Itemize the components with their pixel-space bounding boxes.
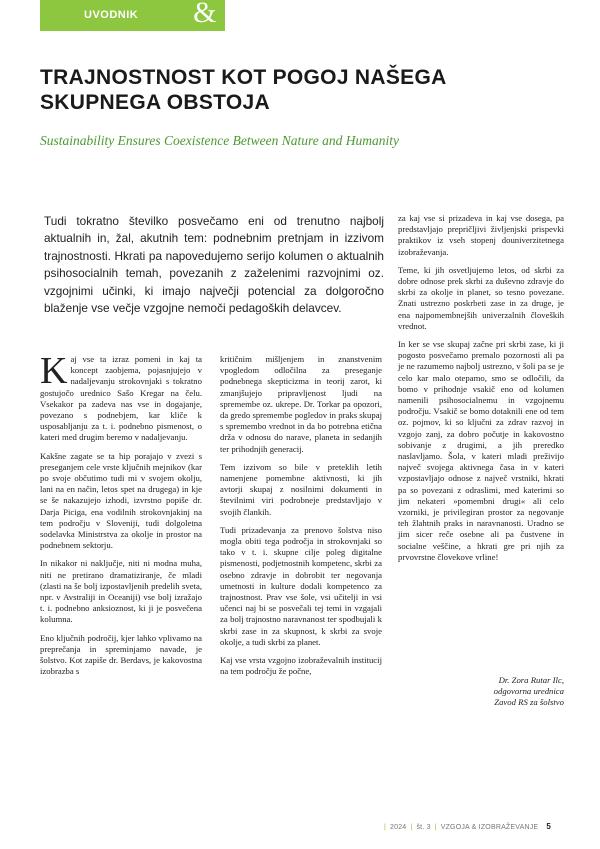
- text-column-2: [220, 354, 382, 684]
- paragraph: In nikakor ni naključje, niti ni modna muha, niti ne pretirano dramatiziranje, če mladi (zlasti na še bolj izpostavljenih predelih sveta, npr. v Avstraliji in Oceaniji) vse bolj izražajo t. i. podnebno anksioznost, ki ji je posvečena kolumna.: [40, 558, 202, 625]
- paragraph: Kakšne zagate se ta hip porajajo v zvezi s preseganjem cele vrste ključnih mejnikov (kar po svoje občutimo tudi mi v svojem okolju, lani na en način, letos spet na drugega) in kje se še nakazujejo izhodi, izvrstno popiše dr. Darja Piciga, ena vodilnih strokovnjakinj na tem področju v Sloveniji, tudi dolgoletna sodelavka Ministrstva za okolje in prostor na podnebnem sektorju.: [40, 450, 202, 551]
- paragraph: za kaj vse si prizadeva in kaj vse dosega, pa predstavljajo prepričljivi življenjski prispevki praktikov iz vseh stopenj douniverzitetnega izobraževanja.: [398, 213, 564, 257]
- signature-name: Dr. Zora Rutar Ilc,: [498, 675, 564, 685]
- paragraph: In ker se vse skupaj začne pri skrbi zase, ki ji pogosto posvečamo premalo pozornosti ali pa je ne razumemo najbolj ustrezno, v šoli pa se je celo kar malo otepamo, smo se odločili, da bomo v prihodnje vsakič eno od kolumen namenili psihosocialnemu in vzgojnemu področju. Vsakič se bomo dotaknili ene od tem oz. pojmov, ki so ključni za zdrav razvoj in vzgojo zanj, za dobro počutje in kakovostno sobivanje z drugimi, a jih preredko naslavljamo. Šola, v kateri mladi preživijo največ svojega aktivnega časa in v kateri vzpostavljajo odnose z največ vrstniki, hkrati pa so povezani z odraslimi, med katerimi so jim nekateri »pomembni drugi« ali celo vzorniki, je privilegiran prostor za negovanje teh žlahtnih praks in naravnanosti. Uradno se jim sicer reče osebne ali pa čustvene in socialne veščine, a hkrati gre pri njih za prvovrstne človekove vrline!: [398, 339, 564, 562]
- article-title: TRAJNOSTNOST KOT POGOJ NAŠEGA SKUPNEGA OBSTOJA: [40, 66, 446, 114]
- section-label: UVODNIK: [84, 9, 139, 21]
- ampersand-ornament: &: [193, 0, 217, 29]
- paragraph: Tem izzivom so bile v preteklih letih namenjene pomembne aktivnosti, ki jih avtorji skupaj z nosilnimi dokumenti in številnimi viri podrobneje predstavljajo v svojih člankih.: [220, 461, 382, 517]
- footer-year: 2024: [390, 824, 407, 831]
- signature-role: odgovorna urednica: [493, 686, 564, 697]
- signature-org: Zavod RS za šolstvo: [494, 697, 564, 708]
- page-number: 5: [546, 822, 551, 831]
- section-tab: [40, 0, 225, 31]
- page-footer: | 2024 | št. 3 | VZGOJA & IZOBRAŽEVANJE 5: [384, 822, 551, 831]
- paragraph: Teme, ki jih osvetljujemo letos, od skrbi za dobre odnose prek skrbi za duševno zdravje do skrbi za okolje in planet, so tesno povezane. Znati ustrezno poskrbeti zase in za druge, je ena najpomembnejših univerzalnih človeških vrednot.: [398, 264, 564, 331]
- footer-journal: VZGOJA & IZOBRAŽEVANJE: [440, 824, 539, 831]
- paragraph: kritičnim mišljenjem in znanstvenim vpogledom odločilna za preseganje podnebnega skepticizma in teorij zarot, ki zmanjšujejo pripravljenost ljudi na spremembe oz. ukrepe. Dr. Torkar pa opozori, da gredo spremembe pogledov in praks skupaj s spremembo vrednot in da bo potrebna etična drža v odnosu do narave, planeta in sedanjih ter prihodnjih generacij.: [220, 354, 382, 454]
- footer-issue: št. 3: [416, 824, 431, 831]
- paragraph: Eno ključnih področij, kjer lahko vplivamo na preprečanja in spreminjamo navade, je šolstvo. Kot zapiše dr. Berdavs, je kakovostna izobrazba s: [40, 632, 202, 677]
- drop-cap: K: [40, 350, 68, 392]
- paragraph: Kaj vse vrsta vzgojno izobraževalnih institucij na tem področju že počne,: [220, 655, 382, 677]
- text-column-1: [40, 350, 202, 684]
- paragraph: Tudi prizadevanja za prenovo šolstva niso mogla obiti tega področja in strokovnjaki so tako v t. i. skupne cilje poleg digitalne pismenosti, podjetnostnih kompetenc, skrbi za osebno zdravje in dobrobit ter negovanja umetnosti in kulture dodali kompetenco za trajnostnost. Prav vse šole, vsi učitelji in vsi učenci naj bi se posvečali tej temi in vzgajali za bolj trajnostno naravnanost ter spodbujali k skrbi zase in za skupnost, k skrbi za svoje okolje, a tudi skrbi za planet.: [220, 524, 382, 647]
- intro-paragraph: Tudi tokratno številko posvečamo eni od trenutno najbolj aktualnih in, žal, akutnih tem: podnebnim pretnjam in izzivom trajnostnosti. Hkrati pa napovedujemo serijo kolumen o aktualnih psihosocialnih temah, povezanih z zaželenimi razvojnimi oz. vzgojnimi učinki, ki imajo največji potencial za dolgoročno blaženje vse večje vzgojne nemoči pedagoških delavcev.: [44, 214, 384, 316]
- paragraph: Kaj vse ta izraz pomeni in kaj ta koncept zaobjema, pojasnjujejo v nadaljevanju strokovnjaki s tokratno gostujočo urednico Sašo Kregar na čelu. Vsekakor pa zadeva nas vse in dogajanje, povezano s podnebjem, kar kliče k usposabljanju za t. i. podnebno pismenost, o kateri med drugim beremo v nadaljevanju.: [40, 350, 202, 443]
- article-subtitle: Sustainability Ensures Coexistence Between Nature and Humanity: [40, 133, 399, 148]
- text-column-3: [398, 213, 564, 570]
- signature: [398, 675, 564, 709]
